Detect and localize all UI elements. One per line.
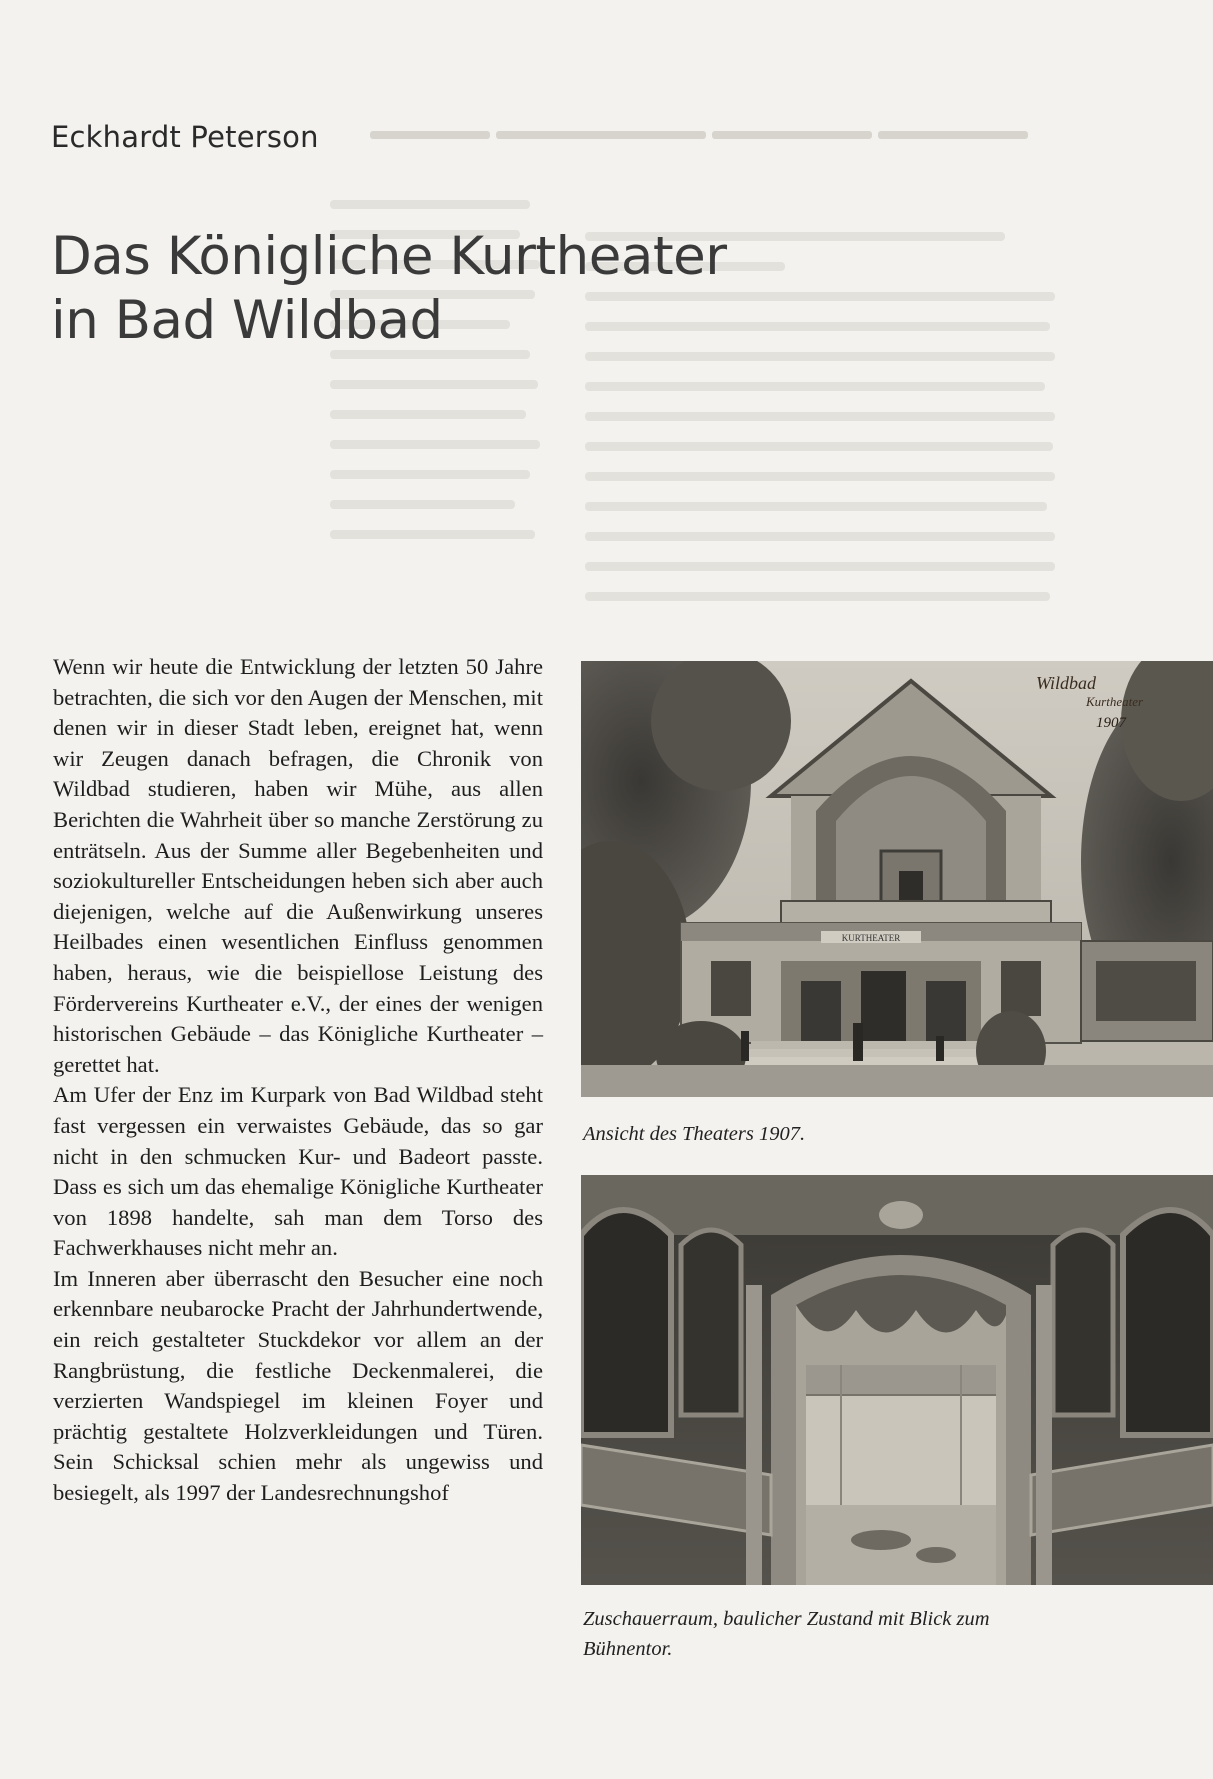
figure-1-caption: Ansicht des Theaters 1907. xyxy=(583,1123,806,1145)
paragraph-3: Im Inneren aber überrascht den Besucher eine noch erkennbare neubarocke Pracht der Jahrhundertwende, ein reich gestalteter Stuckdekor vor allem an der Rangbrüstung, die festliche Deckenmalerei, die verzierten Wandspiegel im kleinen Foyer und prächtig gestaltete Holzverkleidungen und Türen. Sein Schicksal schien mehr als ungewiss und besiegelt, als 1997 der Landesrechnungshof xyxy=(53,1265,543,1506)
title-line-2: in Bad Wildbad xyxy=(51,290,443,351)
sign-text: KURTHEATER xyxy=(841,933,901,943)
paragraph-1: Wenn wir heute die Entwicklung der letzten 50 Jahre betrachten, die sich vor den Augen der Menschen, mit denen wir in dieser Stadt leben, ereignet hat, wenn wir Zeugen danach befragen, die Chronik von Wildbad studieren, haben wir Mühe, aus allen Berichten die Wahrheit über so manche Zerstörung zu enträtseln. Aus der Summe aller Begebenheiten und soziokultureller Entscheidungen heben sich aber auch diejenigen, welche auf die Außenwirkung unseres Heilbades einen wesentlichen Einfluss genommen haben, heraus, wie die beispiellose Leistung des Fördervereins Kurtheater e.V., der eines der wenigen historischen Gebäude – das Königliche Kurtheater – gerettet hat. xyxy=(53,654,543,1077)
figure-2-caption: Zuschauerraum, baulicher Zustand mit Blick zum Bühnentor. xyxy=(583,1608,990,1660)
inscription-place: Wildbad xyxy=(1036,673,1097,693)
inscription-year: 1907 xyxy=(1096,715,1126,731)
title-line-1: Das Königliche Kurtheater xyxy=(51,226,727,287)
author-name: Eckhardt Peterson xyxy=(51,120,319,154)
auditorium-interior-image xyxy=(581,1175,1213,1585)
theater-exterior-photo xyxy=(581,661,1213,1097)
theater-exterior-image xyxy=(581,661,1213,1097)
paragraph-2: Am Ufer der Enz im Kurpark von Bad Wildbad steht fast vergessen ein verwaistes Gebäude, das so gar nicht in den schmucken Kur- und Badeort passte. Dass es sich um das ehemalige Königliche Kurtheater von 1898 handelte, sah man dem Torso des Fachwerkhauses nicht mehr an. xyxy=(53,1082,543,1261)
bleed-through-header xyxy=(370,126,1060,144)
auditorium-interior-photo xyxy=(581,1175,1213,1585)
article-title xyxy=(51,225,811,353)
inscription-name: Kurtheater xyxy=(1086,694,1144,709)
article-body xyxy=(53,652,543,1509)
